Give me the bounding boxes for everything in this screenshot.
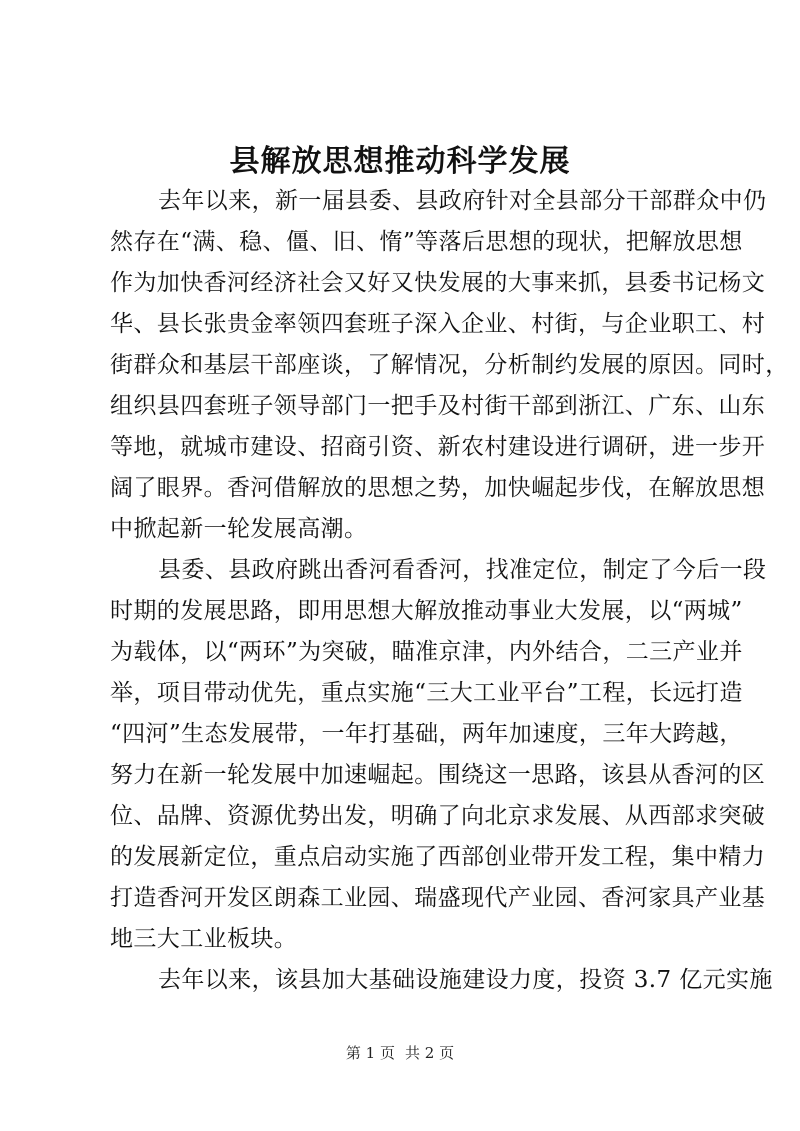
text-line: 中掀起新一轮发展高潮。 [110, 516, 368, 542]
text-line: 去年以来，新一届县委、县政府针对全县部分干部群众中仍 [158, 188, 767, 214]
text-line: 位、品牌、资源优势出发，明确了向北京求发展、从西部求突破 [110, 803, 766, 829]
page-number: 第 1 页 [345, 1044, 395, 1062]
text-line: 县委、县政府跳出香河看香河，找准定位，制定了今后一段 [158, 557, 767, 583]
text-line: “四河”生态发展带，一年打基础，两年加速度，三年大跨越， [110, 721, 743, 747]
text-line: 作为加快香河经济社会又好又快发展的大事来抓，县委书记杨文 [110, 270, 766, 296]
document-body [110, 181, 789, 1001]
paragraph-1 [110, 181, 789, 550]
text-line: 时期的发展思路，即用思想大解放推动事业大发展，以“两城” [110, 598, 743, 624]
paragraph-2 [110, 550, 767, 960]
text-line: 为载体，以“两环”为突破，瞄准京津，内外结合，二三产业并 [110, 639, 743, 665]
text-line: 街群众和基层干部座谈，了解情况，分析制约发展的原因。同时， [110, 352, 789, 378]
text-line: 组织县四套班子领导部门一把手及村街干部到浙江、广东、山东 [110, 393, 766, 419]
page-footer [0, 1043, 800, 1063]
text-line: 等地，就城市建设、招商引资、新农村建设进行调研，进一步开 [110, 434, 766, 460]
text-line: 然存在“满、稳、僵、旧、惰”等落后思想的现状，把解放思想 [110, 229, 743, 255]
text-line: 努力在新一轮发展中加速崛起。围绕这一思路，该县从香河的区 [110, 762, 766, 788]
text-line: 地三大工业板块。 [110, 926, 298, 952]
text-line: 阔了眼界。香河借解放的思想之势，加快崛起步伐，在解放思想 [110, 475, 766, 501]
paragraph-3 [110, 960, 773, 1001]
text-line: 的发展新定位，重点启动实施了西部创业带开发工程，集中精力 [110, 844, 766, 870]
text-line: 去年以来，该县加大基础设施建设力度，投资 3.7 亿元实施 [158, 967, 773, 993]
document-title: 县解放思想推动科学发展 [229, 144, 571, 179]
text-line: 举，项目带动优先，重点实施“三大工业平台”工程，长远打造 [110, 680, 743, 706]
page-total: 共 2 页 [405, 1044, 455, 1062]
text-line: 打造香河开发区朗森工业园、瑞盛现代产业园、香河家具产业基 [110, 885, 766, 911]
text-line: 华、县长张贵金率领四套班子深入企业、村街，与企业职工、村 [110, 311, 766, 337]
